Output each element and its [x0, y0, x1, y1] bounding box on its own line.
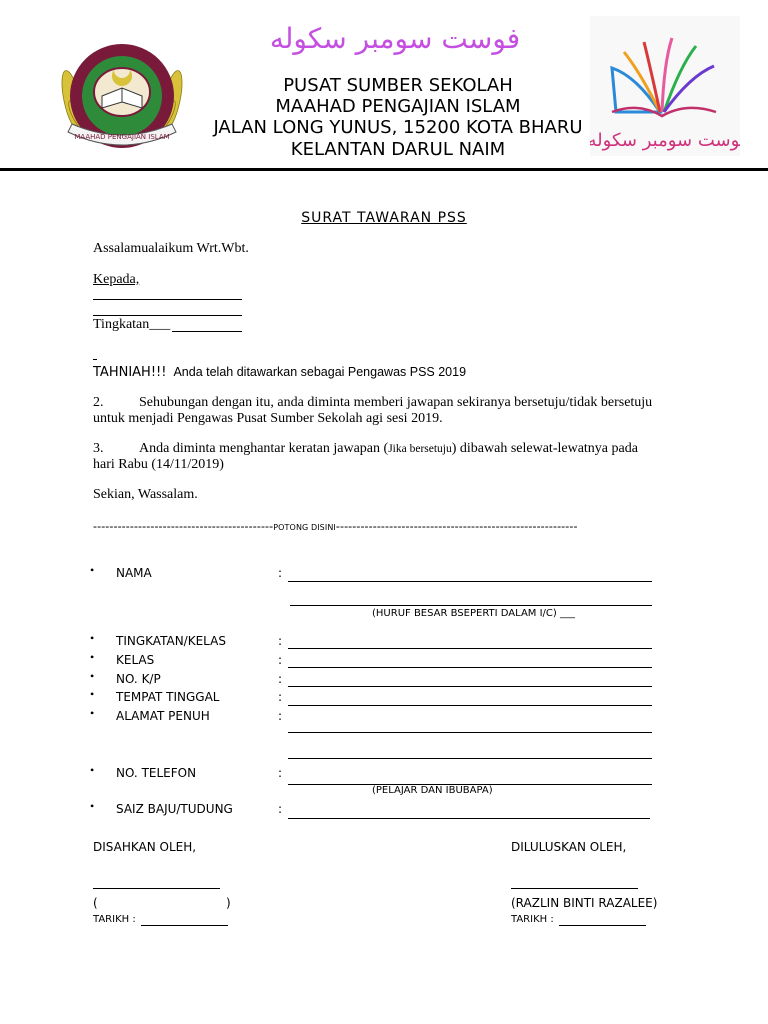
- colon-nokp: :: [278, 672, 283, 686]
- field-label-tingkatan: TINGKATAN/KELAS: [116, 634, 226, 648]
- disahkan-close-paren: ): [226, 896, 231, 910]
- cut-line: [93, 519, 578, 533]
- bullet-saiz: •: [90, 799, 95, 813]
- field-label-nama: NAMA: [116, 566, 152, 580]
- alamat-input-line-2[interactable]: [288, 758, 652, 759]
- header-line-4: KELANTAN DARUL NAIM: [290, 139, 506, 160]
- alamat-input-line-1[interactable]: [288, 732, 652, 733]
- arabic-school-title: فوست سومبر سکوله: [269, 22, 521, 55]
- header-divider: [0, 168, 768, 171]
- bullet-tempat: •: [90, 687, 95, 701]
- disahkan-date-label: TARIKH :: [93, 914, 136, 925]
- library-logo-arabic-text: فوست سومبر سکوله: [590, 130, 740, 151]
- colon-tingkatan: :: [278, 634, 283, 648]
- field-label-saiz: SAIZ BAJU/TUDUNG: [116, 802, 233, 816]
- letter-title: SURAT TAWARAN PSS: [301, 210, 467, 226]
- colon-saiz: :: [278, 802, 283, 816]
- diluluskan-date-label: TARIKH :: [511, 914, 554, 925]
- diluluskan-signature-line[interactable]: [511, 888, 638, 889]
- nama-input-line[interactable]: [288, 581, 652, 582]
- header-line-2: MAAHAD PENGAJIAN ISLAM: [275, 96, 521, 117]
- disahkan-title: DISAHKAN OLEH,: [93, 840, 197, 854]
- field-label-alamat: ALAMAT PENUH: [116, 709, 210, 723]
- recipient-name-line-2: [93, 315, 242, 316]
- cut-line-left-dashes: --------------------------------------------: [93, 519, 274, 533]
- diluluskan-name: (RAZLIN BINTI RAZALEE): [511, 896, 658, 910]
- tempat-input-line[interactable]: [288, 705, 652, 706]
- colon-tempat: :: [278, 690, 283, 704]
- field-label-tempat: TEMPAT TINGGAL: [116, 690, 220, 704]
- kelas-input-line[interactable]: [288, 667, 652, 668]
- colon-telefon: :: [278, 766, 283, 780]
- disahkan-date-line[interactable]: [141, 925, 228, 926]
- para3-text-a: Anda diminta menghantar keratan jawapan (: [139, 441, 389, 456]
- tingkatan-label: Tingkatan___: [93, 317, 171, 332]
- congratulation-line: [93, 363, 466, 381]
- tahniah-text: TAHNIAH!!!: [93, 365, 167, 380]
- colon-alamat: :: [278, 709, 283, 723]
- cut-line-label: POTONG DISINI: [273, 523, 336, 532]
- disahkan-signature-line[interactable]: [93, 888, 220, 889]
- offer-text: Anda telah ditawarkan sebagai Pengawas PSS 2019: [173, 365, 467, 379]
- colon-kelas: :: [278, 653, 283, 667]
- tingkatan-input-line[interactable]: [288, 648, 652, 649]
- nama-input-line-2[interactable]: [290, 605, 652, 606]
- tingkatan-blank-line: [172, 331, 242, 332]
- saiz-input-line[interactable]: [288, 818, 650, 819]
- para3-small-text: Jika bersetuju: [388, 443, 452, 455]
- field-label-telefon: NO. TELEFON: [116, 766, 197, 780]
- cut-line-right-dashes: -----------------------------------------------------------: [335, 519, 578, 533]
- closing-text: Sekian, Wassalam.: [93, 487, 198, 502]
- colon-nama: :: [278, 566, 283, 580]
- para2-line-2: untuk menjadi Pengawas Pusat Sumber Sekolah agi sesi 2019.: [93, 411, 443, 426]
- greeting-text: Assalamualaikum Wrt.Wbt.: [93, 241, 249, 256]
- header-line-3: JALAN LONG YUNUS, 15200 KOTA BHARU: [213, 117, 583, 138]
- recipient-name-line-1: [93, 299, 242, 300]
- para2-line-1: Sehubungan dengan itu, anda diminta memberi jawapan sekiranya bersetuju/tidak bersetuju: [139, 395, 653, 410]
- para2-number: 2.: [93, 395, 104, 410]
- para3-text-b: ) dibawah selewat-lewatnya pada: [451, 441, 638, 456]
- nokp-input-line[interactable]: [288, 686, 652, 687]
- diluluskan-title: DILULUSKAN OLEH,: [511, 840, 627, 854]
- library-book-logo: [590, 16, 740, 156]
- field-label-kelas: KELAS: [116, 653, 155, 667]
- bullet-alamat: •: [90, 706, 95, 720]
- para3-line-2: hari Rabu (14/11/2019): [93, 457, 224, 472]
- header-line-1: PUSAT SUMBER SEKOLAH: [283, 75, 513, 96]
- disahkan-open-paren: (: [93, 896, 98, 910]
- field-label-nokp: NO. K/P: [116, 672, 161, 686]
- bullet-nokp: •: [90, 669, 95, 683]
- bullet-kelas: •: [90, 650, 95, 664]
- crest-ribbon-text: MAAHAD PENGAJIAN ISLAM: [74, 133, 170, 141]
- bullet-nama: •: [90, 563, 95, 577]
- nama-note: (HURUF BESAR BSEPERTI DALAM I/C) ___: [372, 608, 575, 619]
- diluluskan-date-line[interactable]: [559, 925, 646, 926]
- recipient-label: Kepada,: [93, 272, 140, 287]
- small-underscore-mark: [93, 359, 97, 360]
- telefon-note: (PELAJAR DAN IBUBAPA): [372, 785, 493, 796]
- bullet-telefon: •: [90, 763, 95, 777]
- bullet-tingkatan: •: [90, 631, 95, 645]
- para3-number: 3.: [93, 441, 104, 456]
- para3-line-1: [139, 441, 638, 457]
